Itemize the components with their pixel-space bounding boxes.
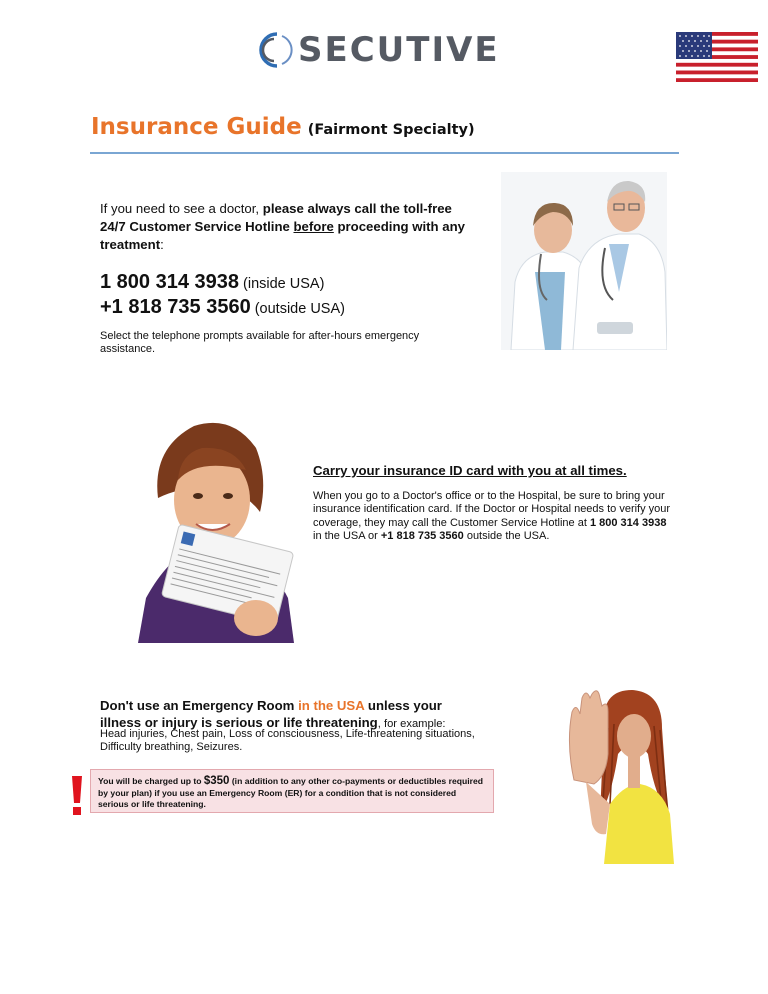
doctors-photo xyxy=(501,172,667,350)
woman-holding-id-card-photo xyxy=(138,408,298,643)
phone-number[interactable]: 1 800 314 3938 xyxy=(100,271,240,293)
page-title xyxy=(91,114,475,140)
phone-number[interactable]: +1 818 735 3560 xyxy=(100,296,251,318)
title-divider xyxy=(90,152,679,154)
title-sub: (Fairmont Specialty) xyxy=(307,122,475,138)
emergency-heading-text: Don't use an Emergency Room xyxy=(100,698,299,713)
phone-line-inside xyxy=(100,271,345,296)
warning-box xyxy=(90,769,494,813)
id-card-text-2: in the USA or xyxy=(313,530,381,543)
phone-note: (outside USA) xyxy=(254,301,345,317)
secutive-swirl-logo-icon xyxy=(258,31,296,69)
id-card-paragraph xyxy=(313,490,671,544)
us-flag-icon xyxy=(676,32,758,82)
warning-text-2: (in addition to any other co-payments or deductibles required by your plan) if you use an Emergency Room (ER) for a condition that is not considered serious or life threatening. xyxy=(98,776,483,809)
girl-stop-hand-photo xyxy=(544,684,679,864)
prompt-note: Select the telephone prompts available for after-hours emergency assistance. xyxy=(100,330,420,355)
warning-text: You will be charged up to xyxy=(98,776,204,786)
intro-bold-text: please always call the toll-free 24/7 Customer Service Hotline xyxy=(100,201,452,234)
id-card-phone-intl[interactable]: +1 818 735 3560 xyxy=(380,530,464,543)
title-main: Insurance Guide xyxy=(91,114,302,140)
logo-text: SECUTIVE xyxy=(298,30,500,70)
intro-end: : xyxy=(160,237,164,252)
id-card-phone-usa[interactable]: 1 800 314 3938 xyxy=(589,516,667,529)
warning-amount: $350 xyxy=(203,775,230,787)
intro-bold-text-2: proceeding with any treatment xyxy=(100,219,465,252)
intro-text: If you need to see a doctor, xyxy=(100,201,263,216)
emergency-heading-text-2: unless your illness or injury is serious or life threatening xyxy=(100,698,442,730)
phone-list xyxy=(100,271,345,321)
id-card-text: When you go to a Doctor's office or to the Hospital, be sure to bring your insurance identification card. If the Doctor or Hospital needs to verify your coverage, they may call the Customer Service Hotline at xyxy=(313,490,671,529)
id-card-heading: Carry your insurance ID card with you at all times. xyxy=(313,463,627,478)
emergency-examples: Head injuries, Chest pain, Loss of consciousness, Life-threatening situations, Difficulty breathing, Seizures. xyxy=(100,728,475,754)
intro-underline-text: before xyxy=(293,219,334,234)
exclamation-icon xyxy=(70,776,84,816)
intro-paragraph xyxy=(100,200,480,254)
company-logo xyxy=(258,30,500,70)
emergency-heading-highlight: in the USA xyxy=(298,698,365,713)
id-card-text-3: outside the USA. xyxy=(463,530,550,543)
emergency-heading-tail: , for example: xyxy=(377,718,446,730)
phone-line-outside xyxy=(100,296,345,321)
phone-note: (inside USA) xyxy=(243,276,325,292)
